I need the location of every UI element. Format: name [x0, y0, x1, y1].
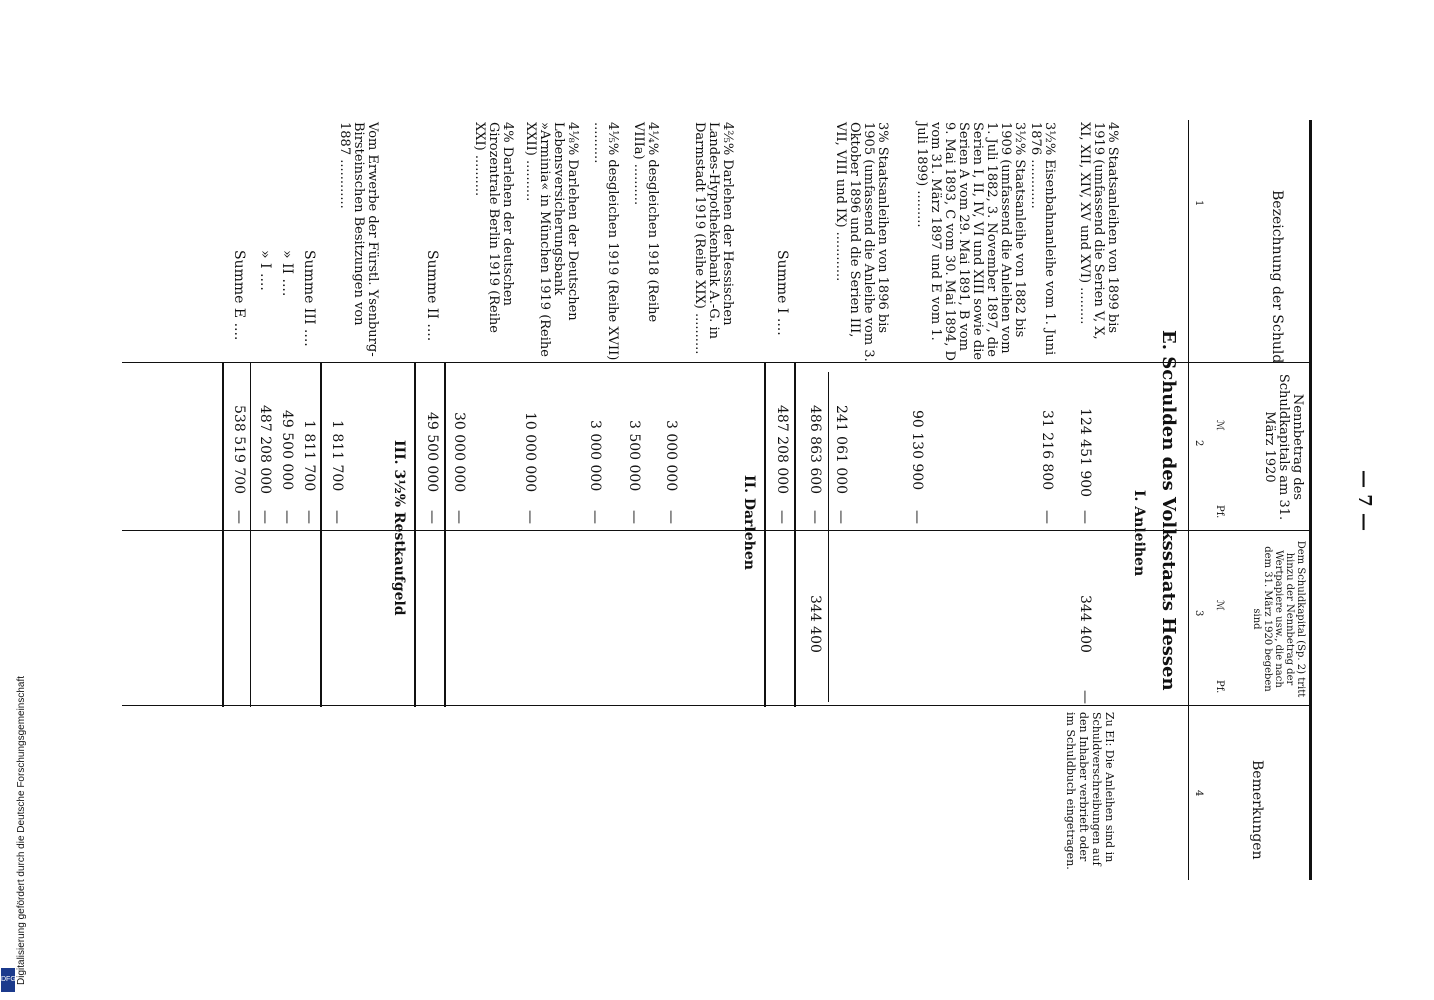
s2-sum-label: Summe II ....: [424, 250, 440, 342]
s2-item-3-amount: 3 000 000: [587, 420, 603, 492]
table-bottom-rule: [222, 362, 224, 707]
s2-item-2-pf: —: [626, 510, 642, 524]
s3-sum-label-1: Summe III ....: [301, 250, 317, 347]
s2-sum-rule: [444, 362, 446, 707]
total-label: Summe E ....: [231, 250, 247, 341]
s1-item-4-text: 3% Staatsanleihen von 1896 bis 1905 (umfassend die Anleihe vom 3. Oktober 1896 und die Serien III, VII, VIII und IX) ............: [833, 122, 890, 362]
col3-number: 3: [1193, 610, 1204, 617]
s1-subtotal-extra: 344 400: [807, 595, 823, 653]
section3-heading: III. 3½% Restkaufgeld: [391, 440, 407, 616]
s3-sum-label-3: » I ....: [257, 250, 273, 291]
s1-item-3-text: 3½% Staatsanleihe von 1882 bis 1909 (umfassend die Anleihen vom 1. Juli 1882, 3. November 1897, die Serien I, II, IV, VI und XIII sowie die Serien A vom 29. Mai 1891, B vom 9. Mai 1893, C vom 30. Mai 1894, D vom 31. März 1897 und E vom 1. Juli 1899) .........: [914, 122, 1027, 361]
s3-sum-amount-3: 487 208 000: [257, 405, 273, 495]
s1-item-4-amount: 241 061 000: [833, 405, 849, 495]
s2-item-4-pf: —: [522, 510, 538, 524]
s3-total-rule: [250, 362, 251, 707]
col2-header: Nennbetrag des Schuldkapitals am 31. März 1920: [1262, 373, 1305, 521]
s1-item-3-amount: 90 130 900: [909, 410, 925, 491]
s3-sum-amount-1: 1 811 700: [301, 420, 317, 492]
s2-item-1-text: 4⅖% Darlehen der Hessischen Landes-Hypothekenbank A.-G. in Darmstadt 1919 (Reihe XIX) ..........: [692, 122, 735, 355]
s1-item-4-pf: —: [833, 510, 849, 524]
s1-item-3-pf: —: [909, 510, 925, 524]
s2-item-2-text: 4¼% desgleichen 1918 (Reihe VIIIa) ..........: [631, 122, 660, 323]
col2-pf-unit: Pf.: [1214, 505, 1225, 519]
s3-item-pf: —: [329, 510, 345, 524]
col1-header: Bezeichnung der Schuld: [1269, 190, 1285, 364]
s1-item-1-amount: 124 451 900: [1077, 408, 1093, 498]
s1-sum-label: Summe I ....: [774, 250, 790, 336]
s1-item-2-pf: —: [1039, 510, 1055, 524]
s3-sum-pf-2: —: [279, 510, 295, 524]
s2-item-3-pf: —: [587, 510, 603, 524]
s1-item-1-extra-pf: —: [1077, 690, 1093, 704]
section2-heading: II. Darlehen: [741, 475, 757, 570]
section1-heading: I. Anleihen: [1131, 490, 1147, 577]
s1-item-2-amount: 31 216 800: [1039, 410, 1055, 491]
table-top-rule: [1309, 120, 1312, 880]
total-amount: 538 519 700: [231, 405, 247, 495]
col3-header: Dem Schuldkapital (Sp. 2) tritt hinzu der Nennbetrag der Wertpapiere usw., die nach dem 31. März 1920 begeben sind: [1251, 540, 1306, 698]
s2-item-5-text: 4% Darlehen der deutschen Girozentrale Berlin 1919 (Reihe XXI) ..........: [472, 122, 515, 333]
s1-item-1-pf: —: [1077, 510, 1093, 524]
s1-sum-pf: —: [774, 510, 790, 524]
s1-subtotal-rule: [828, 372, 829, 702]
s1-item-1-extra: 344 400: [1077, 595, 1093, 653]
s2-item-4-text: 4⅛% Darlehen der Deutschen Lebensversicherungsbank »Arminia« in München 1919 (Reihe XXII) ..........: [523, 122, 580, 357]
s1-item-2-text: 3½% Eisenbahnanleihe vom 1. Juni 1876 ............: [1028, 122, 1057, 356]
page-number: — 7 —: [1354, 470, 1375, 532]
col3-mark-unit: ℳ: [1214, 600, 1225, 611]
s2-sum-bottom-rule: [414, 362, 416, 707]
s2-sum: 49 500 000: [424, 412, 440, 493]
s2-item-1-amount: 3 000 000: [663, 420, 679, 492]
col1-number: 1: [1193, 200, 1204, 207]
col3-pf-unit: Pf.: [1214, 680, 1225, 694]
s3-sums-rule: [320, 362, 322, 707]
s2-item-4-amount: 10 000 000: [522, 412, 538, 493]
digitization-note-text: Digitalisierung gefördert durch die Deutsche Forschungsgemeinschaft: [16, 675, 27, 985]
col2-number: 2: [1193, 440, 1204, 447]
s1-subtotal-pf: —: [807, 510, 823, 524]
s1-sum: 487 208 000: [774, 405, 790, 495]
header-bottom-rule: [1188, 120, 1189, 880]
s3-item-text: Vom Erwerbe der Fürstl. Ysenburg-Birsteinschen Besitzungen von 1887 ............: [337, 122, 380, 357]
s3-sum-pf-1: —: [301, 510, 317, 524]
col4-header: Bemerkungen: [1249, 760, 1265, 860]
remark-text: Zu EI: Die Anleihen sind in Schuldverschreibungen auf den Inhaber verbrieft oder im Schuldbuch eingetragen.: [1064, 712, 1116, 870]
s3-item-amount: 1 811 700: [329, 420, 345, 492]
col2-mark-unit: ℳ: [1214, 420, 1225, 431]
col4-number: 4: [1193, 790, 1204, 797]
s1-item-1-text: 4% Staatsanleihen von 1899 bis 1919 (umfassend die Serien V, X, XI, XII, XIV, XV und XVI) .........: [1077, 122, 1120, 340]
s2-sum-pf: —: [424, 510, 440, 524]
s1-subtotal: 486 863 600: [807, 405, 823, 495]
s2-item-1-pf: —: [663, 510, 679, 524]
col-divider-1: [122, 362, 1312, 363]
digitization-note: [2, 605, 27, 995]
s1-sum-rule: [794, 362, 796, 707]
s2-item-3-text: 4⅕% desgleichen 1919 (Reihe XVII) ..........: [591, 122, 620, 361]
col-divider-3: [122, 705, 1312, 706]
total-pf: —: [231, 510, 247, 524]
page-title: E. Schulden des Volksstaats Hessen: [1158, 330, 1179, 691]
s2-item-5-amount: 30 000 000: [451, 412, 467, 493]
s1-sum-bottom-rule: [764, 362, 766, 707]
s3-sum-label-2: » II ....: [279, 250, 295, 297]
dfg-logo: DFG: [1, 968, 15, 992]
s3-sum-pf-3: —: [257, 510, 273, 524]
s2-item-5-pf: —: [451, 510, 467, 524]
s2-item-2-amount: 3 500 000: [626, 420, 642, 492]
s3-sum-amount-2: 49 500 000: [279, 410, 295, 491]
